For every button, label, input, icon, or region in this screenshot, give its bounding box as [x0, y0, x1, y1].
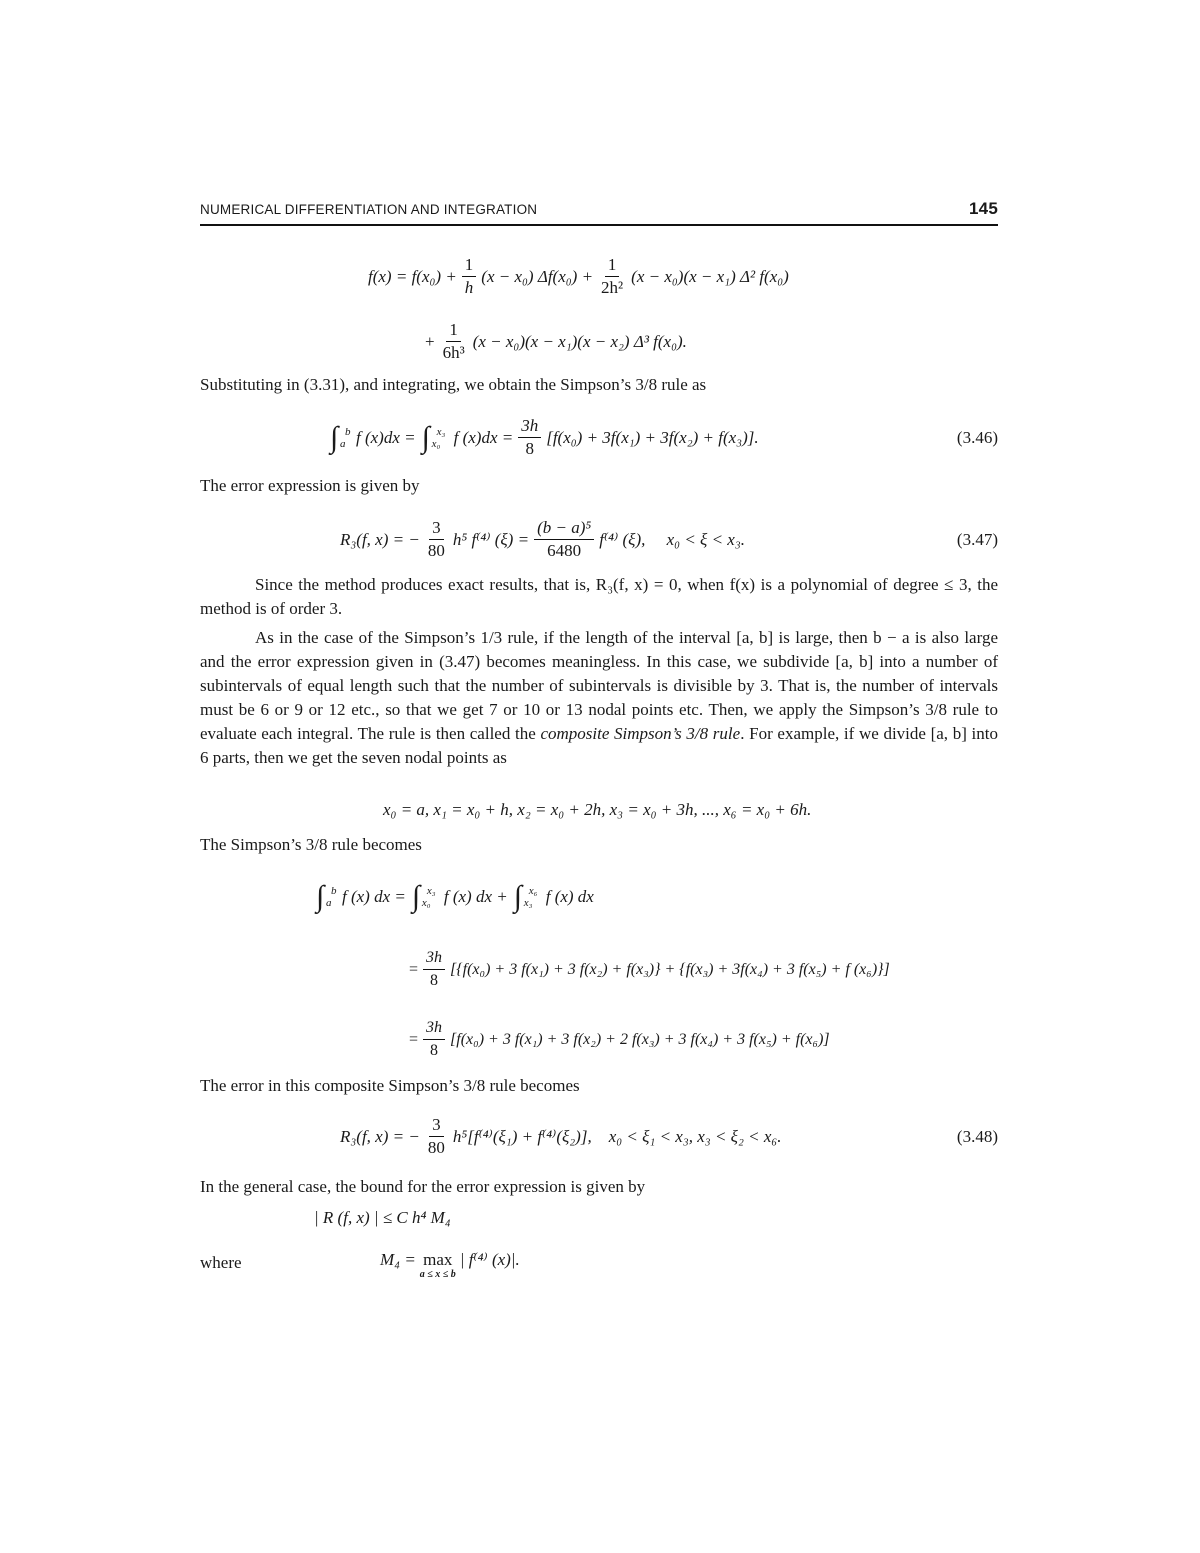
- upper-limit: b: [345, 425, 351, 438]
- paragraph: Substituting in (3.31), and integrating, we obtain the Simpson’s 3/8 rule as: [200, 375, 707, 394]
- paragraph: Since the method produces exact results, that is, R₃(f, x) = 0, when f(x) is a polynomial of degree ≤ 3, the method is of order 3.: [200, 575, 998, 618]
- eq-text: [{f(x₀) + 3 f(x₁) + 3 f(x₂) + f(x₃)} + {f(x₃) + 3f(x₄) + 3 f(x₅) + f (x₆)}]: [450, 960, 890, 978]
- numerator: (b − a)⁵: [537, 518, 592, 537]
- eq-text: (x − x₀) Δf(x₀) +: [481, 266, 594, 286]
- equation-composite-step2: [409, 1018, 830, 1061]
- denominator: 6h³: [442, 343, 465, 362]
- eq-text: =: [409, 960, 419, 978]
- fraction: [518, 416, 541, 459]
- lower-limit: x₀: [421, 897, 431, 909]
- paragraph: The error in this composite Simpson’s 3/8 rule becomes: [200, 1076, 580, 1095]
- denominator: 80: [427, 1138, 445, 1157]
- paragraph: The error expression is given by: [200, 476, 420, 495]
- max-label: max: [423, 1250, 453, 1269]
- equation-number: (3.48): [956, 1126, 998, 1146]
- eq-text: f (x)dx =: [453, 427, 514, 447]
- lower-limit: a: [340, 437, 346, 450]
- integral-sign: ∫ x₆ x₃: [514, 882, 536, 912]
- fraction: [423, 948, 445, 991]
- denominator: h: [464, 278, 474, 297]
- denominator: 8: [430, 1042, 439, 1059]
- eq-text: M₄ =: [380, 1250, 416, 1269]
- numerator: 3: [429, 518, 444, 540]
- numerator: 3h: [521, 416, 539, 435]
- fraction: [462, 255, 477, 298]
- lower-limit: x₀: [431, 437, 441, 450]
- eq-text: f (x)dx =: [356, 427, 416, 447]
- eq-text: =: [409, 1030, 419, 1048]
- paragraph: The Simpson’s 3/8 rule becomes: [200, 835, 422, 854]
- page-number: 145: [969, 199, 998, 218]
- lower-limit: a: [326, 897, 332, 909]
- eq-text: f (x) dx: [545, 887, 594, 906]
- eq-text: R₃(f, x) = −: [340, 529, 420, 549]
- eq-text: | f⁽⁴⁾ (x)|.: [459, 1250, 520, 1269]
- equation-newton-continued: [425, 320, 687, 363]
- eq-text: f (x) dx +: [443, 887, 508, 906]
- denominator: 80: [427, 541, 445, 560]
- equation-number: (3.46): [956, 427, 998, 447]
- eq-text: R₃(f, x) = −: [340, 1126, 420, 1146]
- eq-text: [f(x₀) + 3 f(x₁) + 3 f(x₂) + 2 f(x₃) + 3 f(x₄) + 3 f(x₅) + f(x₆)]: [450, 1030, 830, 1048]
- numerator: 3: [429, 1115, 444, 1137]
- numerator: 3h: [426, 1019, 443, 1036]
- integral-sign: ∫ x₃ x₀: [412, 882, 434, 912]
- upper-limit: x₃: [426, 885, 436, 897]
- header-rule: [200, 224, 998, 226]
- fraction: [423, 1018, 445, 1061]
- max-operator: [420, 1250, 456, 1280]
- upper-limit: x₃: [436, 425, 446, 438]
- fraction: [534, 518, 594, 561]
- eq-text: (x − x₀)(x − x₁) Δ² f(x₀): [631, 266, 789, 286]
- fraction: [440, 320, 468, 363]
- equation-number: (3.47): [956, 529, 998, 549]
- eq-text: [f(x₀) + 3f(x₁) + 3f(x₂) + f(x₃)].: [546, 427, 759, 447]
- equation-newton-forward: [368, 255, 789, 298]
- nodal-points-equation: x₀ = a, x₁ = x₀ + h, x₂ = x₀ + 2h, x₃ = x₀ + 3h, ..., x₆ = x₀ + 6h.: [383, 800, 812, 819]
- paragraph: In the general case, the bound for the error expression is given by: [200, 1177, 646, 1196]
- running-header: [200, 199, 998, 218]
- fraction: [425, 518, 448, 561]
- eq-text: h⁵ f⁽⁴⁾ (ξ) =: [452, 529, 530, 549]
- integral-sign: ∫ b a: [330, 423, 352, 453]
- max-range: a ≤ x ≤ b: [419, 1269, 456, 1280]
- lower-limit: x₃: [523, 897, 533, 909]
- numerator: 1: [462, 255, 477, 277]
- equation-3-47: [340, 518, 998, 561]
- eq-text: f(x) = f(x₀) +: [368, 266, 457, 286]
- eq-text: +: [425, 331, 435, 351]
- paragraph: [200, 626, 998, 770]
- integral-sign: ∫ b a: [316, 882, 338, 912]
- numerator: 1: [446, 320, 461, 342]
- eq-text: f⁽⁴⁾ (ξ), x₀ < ξ < x₃.: [599, 529, 746, 549]
- fraction: [425, 1115, 448, 1158]
- equation-composite-step1: [409, 948, 890, 991]
- where-label: where: [200, 1253, 242, 1272]
- header-title: NUMERICAL DIFFERENTIATION AND INTEGRATION: [200, 202, 538, 217]
- error-bound-equation: | R (f, x) | ≤ C h⁴ M₄: [314, 1208, 451, 1227]
- denominator: 8: [430, 972, 439, 989]
- fraction: [598, 255, 626, 298]
- upper-limit: x₆: [528, 885, 538, 897]
- eq-text: h⁵[f⁽⁴⁾(ξ₁) + f⁽⁴⁾(ξ₂)], x₀ < ξ₁ < x₃, x₃ < ξ₂ < x₆.: [452, 1126, 782, 1146]
- numerator: 3h: [426, 949, 443, 966]
- equation-3-46: [330, 416, 998, 459]
- paragraph-text: As in the case of the Simpson’s 1/3 rule, if the length of the interval [a, b] is large, then b − a is also large and the error expression given in (3.47) becomes meaningless. In this case, we subdivide [a, b] into a number of subintervals of equal length such that the number of subintervals is divisible by 3. That is, the number of intervals must be 6 or 9 or 12 etc., so that we get 7 or 10 or 13 nodal points etc. Then, we apply the Simpson’s 3/8 rule to evaluate each integral. The rule is then called the: [200, 628, 998, 743]
- eq-text: (x − x₀)(x − x₁)(x − x₂) Δ³ f(x₀).: [472, 331, 687, 351]
- numerator: 1: [605, 255, 620, 277]
- emphasis-term: composite Simpson’s 3/8 rule: [540, 724, 741, 743]
- equation-composite-integral: [316, 882, 594, 912]
- integral-sign: ∫ x₃ x₀: [422, 423, 444, 453]
- upper-limit: b: [331, 885, 337, 897]
- equation-3-48: [340, 1115, 998, 1158]
- eq-text: f (x) dx =: [342, 887, 406, 906]
- denominator: 6480: [547, 541, 582, 560]
- denominator: 2h²: [601, 278, 624, 297]
- paragraph-text: . For example, if we divide [a, b] into 6 parts, then we get the seven nodal points as: [200, 724, 998, 767]
- m4-definition: [380, 1250, 520, 1280]
- denominator: 8: [525, 439, 534, 458]
